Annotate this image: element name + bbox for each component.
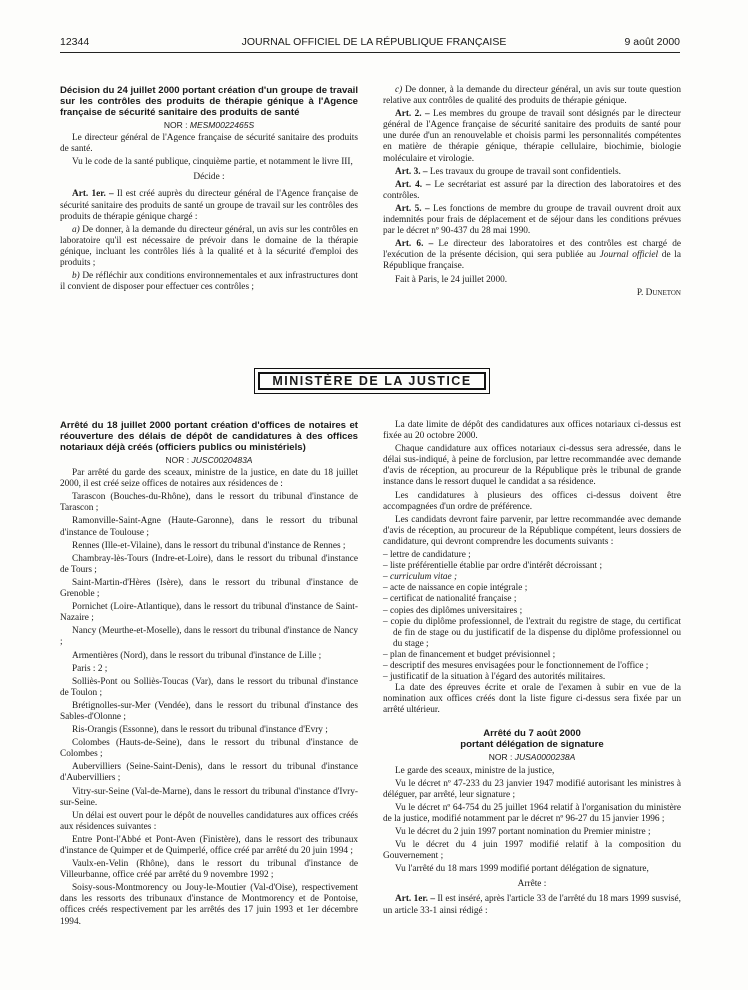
residence-item: Nancy (Meurthe-et-Moselle), dans le ressort du tribunal d'instance de Nancy ;: [60, 626, 358, 648]
article-text: de la République française.: [383, 250, 681, 272]
residence-item: Vitry-sur-Seine (Val-de-Marne), dans le ressort du tribunal d'instance d'Ivry-sur-Seine.: [60, 786, 358, 808]
arrete-delegation-title-line1: Arrêté du 7 août 2000: [483, 728, 581, 740]
arrete-heading: Arrête :: [517, 879, 547, 890]
ministry-heading-box: [254, 368, 490, 394]
article-1: [383, 894, 681, 916]
arrete-notaires-nor: [60, 455, 358, 466]
item-a: [60, 225, 358, 269]
page-number: 12344: [60, 36, 90, 48]
paragraph: Le garde des sceaux, ministre de la justice,: [395, 765, 555, 776]
article-text: Les fonctions de membre du groupe de travail ouvrent droit aux indemnités pour frais de déplacement et de séjour dans les conditions prévues par le décret nº 90-437 du 28 mai 1990.: [383, 203, 682, 237]
article-4: [383, 180, 681, 202]
article-label: Art. 2. –: [395, 109, 430, 120]
article-2: [383, 109, 681, 164]
reopened-office-item: Vaulx-en-Velin (Rhône), dans le ressort du tribunal d'instance de Villeurbanne, office créé par arrêté du 9 novembre 1992 ;: [60, 859, 358, 881]
journal-reference: Journal officiel: [599, 250, 659, 261]
article-text: Il est inséré, après l'article 33 de l'arrêté du 18 mars 1999 susvisé, un article 33-1 ainsi rédigé :: [383, 894, 681, 916]
residence-list: [60, 492, 358, 808]
paragraph: Vu le décret du 2 juin 1997 portant nomination du Premier ministre ;: [395, 827, 651, 837]
paragraph: La date des épreuves écrite et orale de l'examen à subir en vue de la nomination aux offices créés dont la liste figure ci-dessus sera fixée par un arrêté ultérieur.: [383, 683, 681, 716]
nor-code: MESM0022465S: [189, 120, 255, 130]
nor-code: JUSA0000238A: [514, 752, 576, 763]
article-label: Art. 5. –: [395, 203, 430, 214]
ministry-heading: MINISTÈRE DE LA JUSTICE: [258, 372, 486, 390]
article-text: Les membres du groupe de travail sont désignés par le directeur général de l'Agence française de sécurité sanitaire des produits de santé pour une durée d'un an renouvelable et choisis parmi les personnalités compétentes en matière de thérapie génique, thérapie cellulaire, biochimie, biologie moléculaire et virologie.: [383, 109, 682, 164]
article-text: Il est créé auprès du directeur général de l'Agence française de sécurité sanitaire des produits de santé un groupe de travail sur les contrôles des produits de thérapie génique chargé :: [60, 189, 358, 222]
document-item: – copie du diplôme professionnel, de l'extrait du registre de stage, du certificat de fin de stage ou du justificatif de la dispense du diplôme professionnel ou du stage ;: [383, 616, 681, 649]
nor-label: NOR :: [165, 455, 190, 465]
journal-title: JOURNAL OFFICIEL DE LA RÉPUBLIQUE FRANÇAISE: [241, 36, 507, 48]
paragraph: Les candidatures à plusieurs des offices ci-dessus doivent être accompagnées d'un ordre de préférence.: [383, 490, 681, 512]
paragraph: Le directeur général de l'Agence française de sécurité sanitaire des produits de santé.: [60, 133, 358, 155]
item-label: a): [72, 224, 80, 235]
item-b: [60, 271, 358, 293]
signing-place-date: Fait à Paris, le 24 juillet 2000.: [395, 274, 508, 285]
residence-item: Aubervilliers (Seine-Saint-Denis), dans le ressort du tribunal d'instance d'Aubervilliers ;: [60, 762, 358, 784]
document-item: – certificat de nationalité française ;: [383, 594, 517, 605]
article-5: [383, 204, 681, 237]
document-item: – descriptif des mesures envisagées pour le fonctionnement de l'office ;: [383, 660, 649, 671]
document-item: – lettre de candidature ;: [383, 550, 471, 561]
paragraph: Par arrêté du garde des sceaux, ministre de la justice, en date du 18 juillet 2000, il est créé seize offices de notaires aux résidences de :: [60, 468, 358, 490]
residence-item: Paris : 2 ;: [72, 663, 108, 674]
decision-right-column: [383, 85, 681, 301]
article-text: Les travaux du groupe de travail sont confidentiels.: [429, 166, 621, 177]
residence-item: Armentières (Nord), dans le ressort du tribunal d'instance de Lille ;: [72, 650, 322, 661]
article-text: Le secrétariat est assuré par la direction des laboratoires et des contrôles.: [383, 179, 681, 201]
issue-date: 9 août 2000: [624, 36, 680, 48]
residence-item: Colombes (Hauts-de-Seine), dans le ressort du tribunal d'instance de Colombes ;: [60, 738, 358, 760]
signature: P. Duneton: [636, 287, 681, 298]
residence-item: Solliès-Pont ou Solliès-Toucas (Var), dans le ressort du tribunal d'instance de Toulon ;: [60, 676, 358, 698]
document-item: – justificatif de la situation à l'égard des autorités militaires.: [383, 672, 606, 683]
residence-item: Chambray-lès-Tours (Indre-et-Loire), dans le ressort du tribunal d'instance de Tours ;: [60, 553, 358, 575]
article-text: Le directeur des laboratoires et des contrôles est chargé de l'exécution de la présente décision, qui sera publiée au: [383, 239, 682, 261]
article-label: Art. 4. –: [395, 179, 431, 190]
item-c: [383, 85, 681, 107]
item-text: De donner, à la demande du directeur général, un avis sur les contrôles en laboratoire qu'il est nécessaire de prévoir dans le domaine de la thérapie génique, incluant les contrôles liés à la qualité et à la sécurité d'emploi des produits ;: [60, 224, 358, 269]
decision-nor: [60, 120, 358, 131]
article-6: [383, 239, 681, 272]
document-item: – liste préférentielle établie par ordre d'intérêt décroissant ;: [383, 561, 603, 572]
document-item: – curriculum vitae ;: [383, 572, 458, 583]
paragraph: La date limite de dépôt des candidatures aux offices notariaux ci-dessus est fixée au 20 octobre 2000.: [383, 420, 681, 442]
document-item: – acte de naissance en copie intégrale ;: [383, 583, 528, 594]
arrete-notaires-right-column: [383, 420, 681, 919]
decide-heading: Décide :: [193, 172, 225, 183]
paragraph: Vu le décret du 4 juin 1997 modifié relatif à la composition du Gouvernement ;: [383, 840, 681, 862]
residence-item: Rennes (Ille-et-Vilaine), dans le ressort du tribunal d'instance de Rennes ;: [72, 540, 346, 551]
nor-code: JUSC0020483A: [191, 455, 253, 465]
arrete-delegation-title-line2: portant délégation de signature: [460, 739, 604, 751]
document-item: – plan de financement et budget prévisionnel ;: [383, 649, 556, 660]
reopened-office-list: [60, 835, 358, 928]
article-label: Art. 6. –: [395, 239, 434, 250]
nor-label: NOR :: [163, 120, 188, 130]
residence-item: Ris-Orangis (Essonne), dans le ressort du tribunal d'instance d'Evry ;: [72, 725, 328, 736]
decision-title: Décision du 24 juillet 2000 portant création d'un groupe de travail sur les contrôles des produits de thérapie génique à l'Agence française de sécurité sanitaire des produits de santé: [60, 85, 358, 118]
reopened-office-item: Entre Pont-l'Abbé et Pont-Aven (Finistère), dans le ressort des tribunaux d'instance de Quimper et de Quimperlé, office créé par arrêté du 20 juin 1994 ;: [60, 834, 358, 856]
decision-left-column: [60, 85, 358, 295]
header-rule: [60, 52, 680, 53]
paragraph: Chaque candidature aux offices notariaux ci-dessus sera adressée, dans le délai sus-indiqué, à peine de forclusion, par lettre recommandée avec demande d'avis de réception, au procureur de la République près le tribunal de grande instance dans le ressort duquel le candidat a sa résidence.: [383, 444, 681, 488]
reopened-office-item: Soisy-sous-Montmorency ou Jouy-le-Moutier (Val-d'Oise), respectivement dans les ressorts des tribunaux d'instance de Montmorency et de Pontoise, offices créés respectivement par les arrêtés des 17 juin 1993 et 1er décembre 1994.: [60, 883, 358, 927]
residence-item: Brétignolles-sur-Mer (Vendée), dans le ressort du tribunal d'instance des Sables-d'Olonne ;: [60, 700, 358, 722]
arrete-notaires-left-column: [60, 420, 358, 930]
residence-item: Saint-Martin-d'Hères (Isère), dans le ressort du tribunal d'instance de Grenoble ;: [60, 577, 358, 600]
paragraph: Vu le décret nº 47-233 du 23 janvier 1947 modifié autorisant les ministres à déléguer, par arrêté, leur signature ;: [383, 778, 681, 800]
residence-item: Ramonville-Saint-Agne (Haute-Garonne), dans le ressort du tribunal d'instance de Toulouse ;: [60, 516, 358, 538]
article-3: [383, 167, 681, 178]
article-label: Art. 3. –: [395, 166, 428, 177]
item-label: c): [395, 85, 403, 95]
paragraph: Vu le décret nº 64-754 du 25 juillet 1964 relatif à l'organisation du ministère de la justice, modifié notamment par le décret nº 96-27 du 15 janvier 1996 ;: [383, 802, 681, 824]
paragraph: Vu l'arrêté du 18 mars 1999 modifié portant délégation de signature,: [395, 864, 649, 875]
nor-label: NOR :: [488, 752, 513, 763]
paragraph: Un délai est ouvert pour le dépôt de nouvelles candidatures aux offices créés aux résidences suivantes :: [60, 810, 358, 832]
arrete-delegation-nor: [383, 752, 681, 763]
article-label: Art. 1er. –: [72, 189, 114, 200]
article-1: [60, 189, 358, 222]
item-text: De réfléchir aux conditions environnementales et aux infrastructures dont il convient de disposer pour effectuer ces contrôles ;: [60, 271, 358, 293]
paragraph: Les candidats devront faire parvenir, par lettre recommandée avec demande d'avis de réception, au procureur de la République compétent, leurs dossiers de candidature, qui devront comprendre les documents suivants :: [383, 514, 681, 547]
residence-item: Tarascon (Bouches-du-Rhône), dans le ressort du tribunal d'instance de Tarascon ;: [60, 492, 358, 514]
item-text: De donner, à la demande du directeur général, un avis sur toute question relative aux contrôles de qualité des produits de thérapie génique.: [383, 85, 681, 107]
item-label: b): [72, 271, 80, 282]
arrete-notaires-title: Arrêté du 18 juillet 2000 portant création d'offices de notaires et réouverture des délais de dépôt de candidatures à des offices notariaux déjà créés (officiers publics ou ministériels): [60, 420, 358, 453]
residence-item: Pornichet (Loire-Atlantique), dans le ressort du tribunal d'instance de Saint-Nazaire ;: [60, 602, 358, 624]
document-item: – copies des diplômes universitaires ;: [383, 605, 523, 616]
article-label: Art. 1er. –: [395, 894, 435, 905]
required-documents-list: [383, 550, 681, 683]
paragraph: Vu le code de la santé publique, cinquième partie, et notamment le livre III,: [72, 157, 353, 168]
